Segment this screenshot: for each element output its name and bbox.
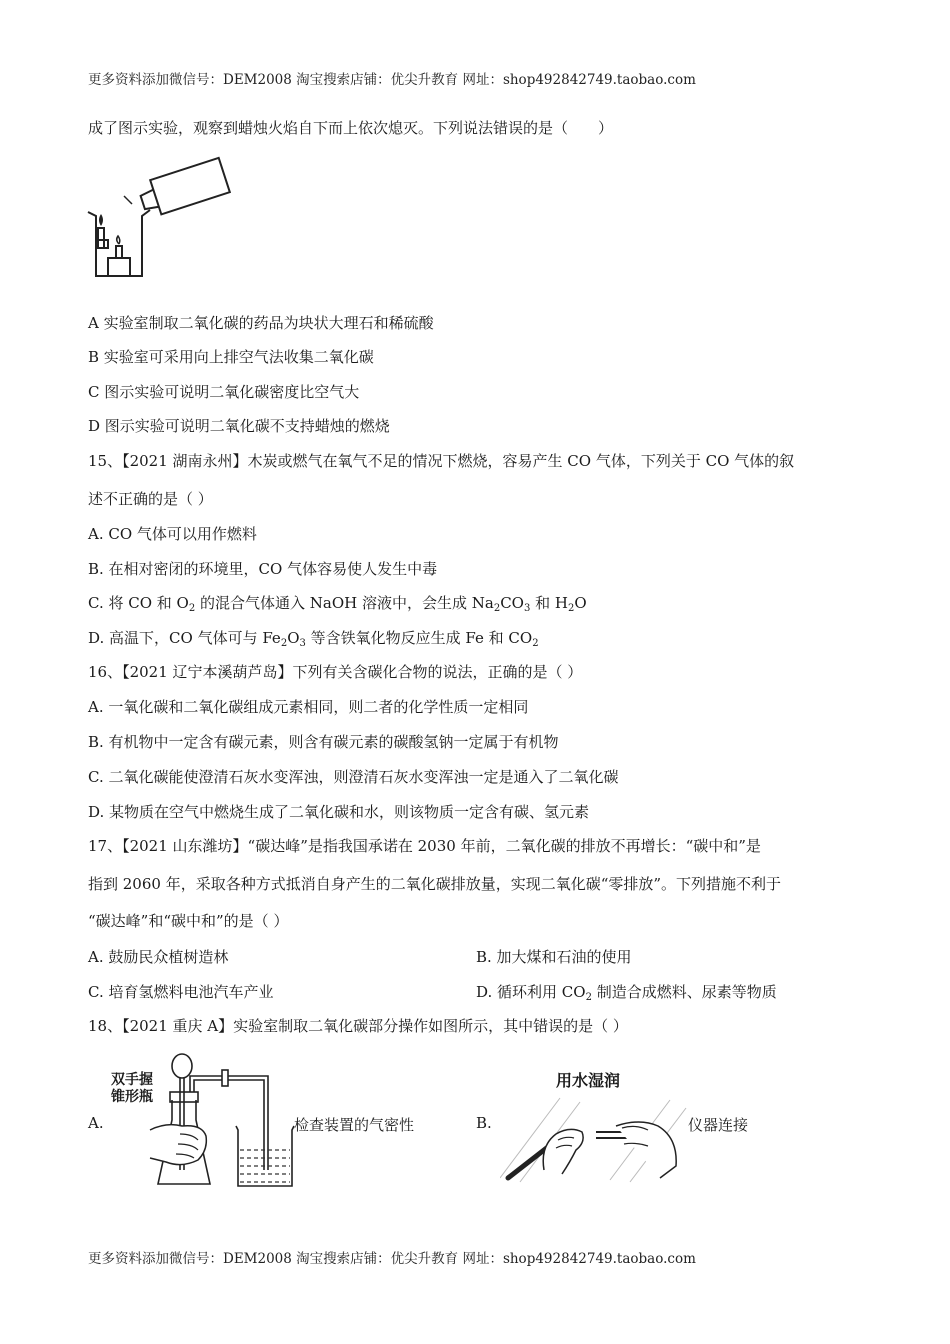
q15-option-a: A. CO 气体可以用作燃料 <box>88 525 257 543</box>
q14-option-d: D 图示实验可说明二氧化碳不支持蜡烛的燃烧 <box>88 417 390 435</box>
q17-option-c: C. 培育氢燃料电池汽车产业 <box>88 983 274 1001</box>
q15-stem-line1: 15、【2021 湖南永州】木炭或燃气在氧气不足的情况下燃烧，容易产生 CO 气体，下列关于 CO 气体的叙 <box>88 452 795 470</box>
q17-stem-line2: 指到 2060 年，采取各种方式抵消自身产生的二氧化碳排放量，实现二氧化碳“零排放”。下列措施不利于 <box>88 875 782 893</box>
q15-option-d: D. 高温下，CO 气体可与 $Fe_2O_3$ 等含铁氧化物反应生成 Fe 和 $CO_2$ <box>88 629 539 649</box>
q17-option-d: D. 循环利用 $CO_2$ 制造合成燃料、尿素等物质 <box>476 983 777 1003</box>
q18-option-a-caption: 检查装置的气密性 <box>294 1116 415 1134</box>
q16-option-b: B. 有机物中一定含有碳元素，则含有碳元素的碳酸氢钠一定属于有机物 <box>88 733 559 751</box>
q18-a-label: 双手握 锥形瓶 <box>111 1072 153 1105</box>
q16-option-a: A. 一氧化碳和二氧化碳组成元素相同，则二者的化学性质一定相同 <box>88 698 529 716</box>
q14-candle-figure <box>84 152 234 284</box>
page-header: 更多资料添加微信号：DEM2008 淘宝搜索店铺：优尖升教育 网址：shop492842749.taobao.com <box>88 72 696 88</box>
q18-connect-tube-figure <box>500 1090 690 1186</box>
q16-stem: 16、【2021 辽宁本溪葫芦岛】下列有关含碳化合物的说法，正确的是（ ） <box>88 663 583 681</box>
q15-option-b: B. 在相对密闭的环境里，CO 气体容易使人发生中毒 <box>88 560 438 578</box>
q15-stem-line2: 述不正确的是（ ） <box>88 490 213 508</box>
q18-option-b-letter: B. <box>476 1114 492 1132</box>
q17-option-b: B. 加大煤和石油的使用 <box>476 948 632 966</box>
q17-stem-line3: “碳达峰”和“碳中和”的是（ ） <box>88 912 289 930</box>
q15-option-c: C. 将 CO 和 $O_2$ 的混合气体通入 NaOH 溶液中，会生成 $Na_2CO_3$ 和 $H_2O$ <box>88 594 587 614</box>
q14-option-b: B 实验室可采用向上排空气法收集二氧化碳 <box>88 348 374 366</box>
q18-stem: 18、【2021 重庆 A】实验室制取二氧化碳部分操作如图所示，其中错误的是（ ） <box>88 1017 628 1035</box>
q17-stem-line1: 17、【2021 山东潍坊】“碳达峰”是指我国承诺在 2030 年前，二氧化碳的排放不再增长：“碳中和”是 <box>88 837 761 855</box>
q16-option-c: C. 二氧化碳能使澄清石灰水变浑浊，则澄清石灰水变浑浊一定是通入了二氧化碳 <box>88 768 619 786</box>
q16-option-d: D. 某物质在空气中燃烧生成了二氧化碳和水，则该物质一定含有碳、氢元素 <box>88 803 590 821</box>
q18-b-label: 用水湿润 <box>556 1071 621 1090</box>
q14-stem: 成了图示实验，观察到蜡烛火焰自下而上依次熄灭。下列说法错误的是（ ） <box>88 119 614 137</box>
page-footer: 更多资料添加微信号：DEM2008 淘宝搜索店铺：优尖升教育 网址：shop492842749.taobao.com <box>88 1251 696 1267</box>
q18-option-a-letter: A. <box>88 1114 104 1132</box>
q17-option-a: A. 鼓励民众植树造林 <box>88 948 229 966</box>
q14-option-c: C 图示实验可说明二氧化碳密度比空气大 <box>88 383 360 401</box>
q18-airtight-check-figure <box>120 1050 300 1192</box>
q18-option-b-caption: 仪器连接 <box>688 1116 749 1134</box>
q14-option-a: A 实验室制取二氧化碳的药品为块状大理石和稀硫酸 <box>88 314 434 332</box>
